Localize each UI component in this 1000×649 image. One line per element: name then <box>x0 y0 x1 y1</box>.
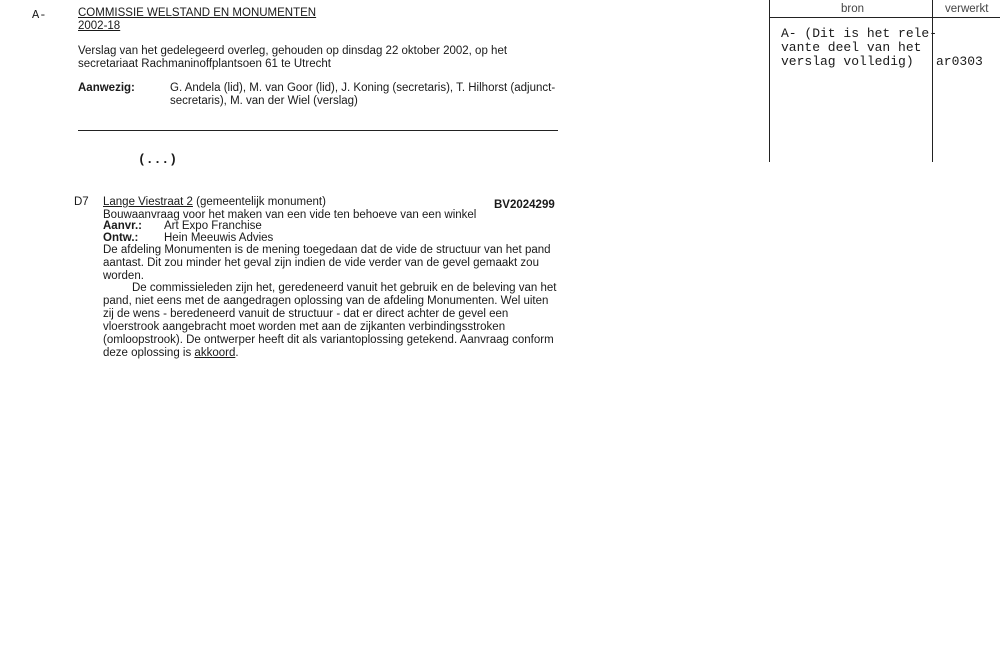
present-line: secretaris), M. van der Wiel (verslag) <box>170 95 358 107</box>
card-source-line: vante deel van het <box>781 40 922 55</box>
report-line: secretariaat Rachmaninoffplantsoen 61 te Utrecht <box>78 58 331 70</box>
item-address-note: (gemeentelijk monument) <box>192 196 326 208</box>
decision-suffix: . <box>235 347 239 359</box>
card-header-rule <box>769 17 1000 18</box>
designer-value: Hein Meeuwis Advies <box>164 232 274 244</box>
designer-label: Ontw.: <box>103 232 139 244</box>
paragraph-line: pand, niet eens met de aangedragen oplossing van de afdeling Monumenten. Wel uiten <box>103 295 549 307</box>
present-list <box>170 82 555 108</box>
document-title: COMMISSIE WELSTAND EN MONUMENTEN <box>78 7 317 19</box>
card-column-divider <box>932 0 933 162</box>
separator-line <box>78 130 558 131</box>
paragraph-line: aantast. Dit zou minder het geval zijn indien de vide verder van de gevel gemaakt zou <box>103 257 539 269</box>
present-label: Aanwezig: <box>78 82 135 94</box>
card-border-left <box>769 0 770 162</box>
decision-prefix: deze oplossing is <box>103 347 195 359</box>
applicant-value: Art Expo Franchise <box>164 220 262 232</box>
margin-marker: A- <box>32 8 47 22</box>
paragraph-line: De commissieleden zijn het, geredeneerd vanuit het gebruik en de beleving van het <box>132 282 557 294</box>
paragraph-monumenten <box>103 244 551 283</box>
card-source-line: verslag volledig) <box>781 54 914 69</box>
card-source-note <box>781 27 937 69</box>
item-address: Lange Viestraat 2 <box>103 196 193 208</box>
item-heading <box>103 196 326 209</box>
paragraph-line: vloerstrook aangebracht moet worden met aan de zijkanten verbindingsstroken <box>103 321 506 333</box>
item-reference: BV2024299 <box>494 199 555 211</box>
card-header-source: bron <box>841 3 865 15</box>
paragraph-line: worden. <box>103 270 144 282</box>
card-processed-code: ar0303 <box>936 54 983 69</box>
decision-status: akkoord <box>194 347 236 359</box>
paragraph-line: De afdeling Monumenten is de mening toegedaan dat de vide de structuur van het pand <box>103 244 551 256</box>
present-line: G. Andela (lid), M. van Goor (lid), J. Koning (secretaris), T. Hilhorst (adjunct- <box>170 82 556 94</box>
document-number: 2002-18 <box>78 20 121 32</box>
card-source-line: A- (Dit is het rele- <box>781 26 938 41</box>
card-header-processed: verwerkt <box>945 3 989 15</box>
paragraph-commission <box>103 282 557 360</box>
paragraph-line: zij de wens - beredeneerd vanuit de structuur - dat er direct achter de gevel een <box>103 308 509 320</box>
item-code: D7 <box>74 196 89 208</box>
item-subject: Bouwaanvraag voor het maken van een vide ten behoeve van een winkel <box>103 209 477 221</box>
paragraph-line-last <box>103 347 557 360</box>
archive-card <box>769 0 1000 162</box>
paragraph-line: (omloopstrook). De ontwerper heeft dit als variantoplossing getekend. Aanvraag conform <box>103 334 554 346</box>
report-line: Verslag van het gedelegeerd overleg, gehouden op dinsdag 22 oktober 2002, op het <box>78 45 508 57</box>
applicant-label: Aanvr.: <box>103 220 142 232</box>
omission-marker: (...) <box>138 152 178 167</box>
report-intro <box>78 45 507 71</box>
